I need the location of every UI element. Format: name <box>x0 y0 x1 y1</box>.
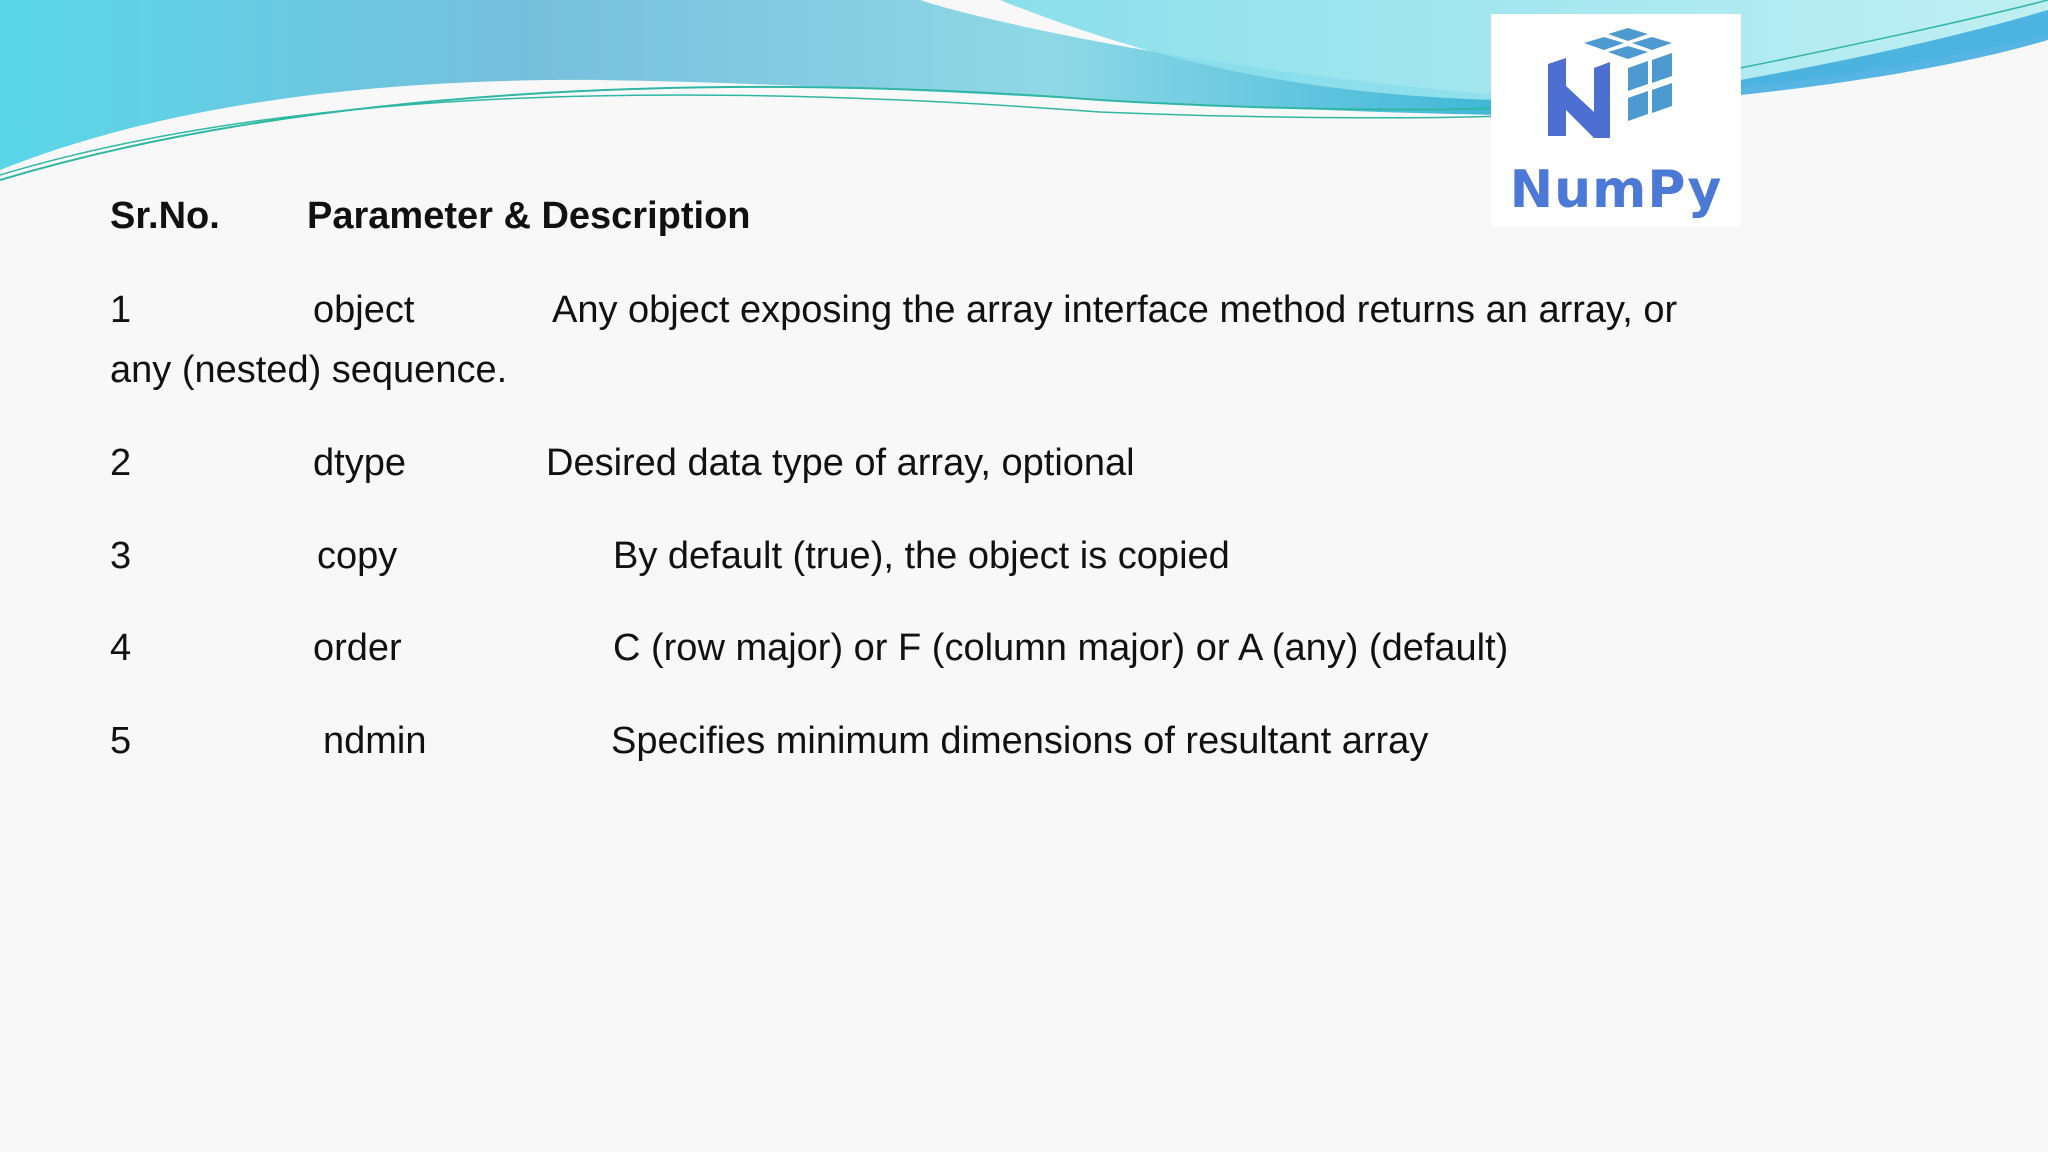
row-number: 1 <box>110 289 132 331</box>
numpy-logo-text: NumPy <box>1509 160 1723 220</box>
row-number: 3 <box>110 535 132 577</box>
parameter-name: dtype <box>313 442 406 484</box>
numpy-logo <box>1491 14 1741 226</box>
parameter-description: Specifies minimum dimensions of resultant array <box>611 720 1429 762</box>
parameter-name: order <box>313 627 402 669</box>
parameter-name: object <box>313 289 415 331</box>
row-number: 2 <box>110 442 132 484</box>
parameter-name: copy <box>317 535 398 577</box>
parameter-name: ndmin <box>323 720 427 762</box>
numpy-cube-icon <box>1548 28 1688 158</box>
parameter-description-continuation: any (nested) sequence. <box>110 349 508 391</box>
parameter-description: By default (true), the object is copied <box>613 535 1230 577</box>
parameter-description-header: Parameter & Description <box>307 195 751 237</box>
sr-no-header: Sr.No. <box>110 195 220 237</box>
parameter-description: Desired data type of array, optional <box>546 442 1135 484</box>
row-number: 5 <box>110 720 132 762</box>
parameter-description: Any object exposing the array interface method returns an array, or <box>552 289 1678 331</box>
row-number: 4 <box>110 627 132 669</box>
parameter-description: C (row major) or F (column major) or A (any) (default) <box>613 627 1509 669</box>
